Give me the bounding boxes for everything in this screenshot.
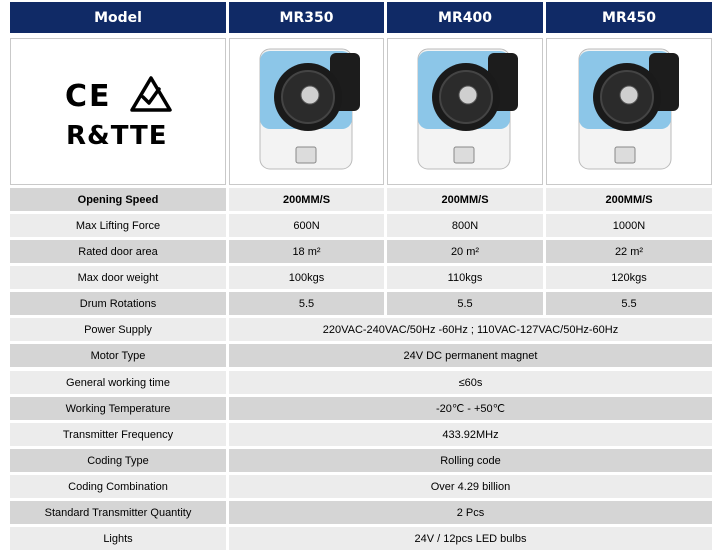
row-label: Lights — [10, 527, 226, 550]
row-value: 18 m² — [229, 240, 384, 263]
row-value: 600N — [229, 214, 384, 237]
rcm-check-triangle-icon — [129, 75, 173, 115]
row-label: Max door weight — [10, 266, 226, 289]
product-image-mr350 — [229, 38, 384, 185]
row-value-merged: ≤60s — [229, 371, 712, 394]
row-value: 5.5 — [387, 292, 543, 315]
ce-logo: CE — [65, 79, 112, 114]
row-value: 5.5 — [229, 292, 384, 315]
row-value: 200MM/S — [387, 188, 543, 211]
header-mr350: MR350 — [229, 2, 384, 33]
row-value: 200MM/S — [229, 188, 384, 211]
row-value-merged: -20℃ - +50℃ — [229, 397, 712, 420]
row-value-merged: 433.92MHz — [229, 423, 712, 446]
row-label: Transmitter Frequency — [10, 423, 226, 446]
row-value-merged: 2 Pcs — [229, 501, 712, 524]
row-label: Working Temperature — [10, 397, 226, 420]
row-value: 110kgs — [387, 266, 543, 289]
header-mr400: MR400 — [387, 2, 543, 33]
row-value: 20 m² — [387, 240, 543, 263]
row-value-merged: 24V / 12pcs LED bulbs — [229, 527, 712, 550]
row-value: 120kgs — [546, 266, 712, 289]
row-value: 200MM/S — [546, 188, 712, 211]
row-value-merged: 24V DC permanent magnet — [229, 344, 712, 367]
row-value-merged: 220VAC-240VAC/50Hz -60Hz ; 110VAC-127VAC/50Hz-60Hz — [229, 318, 712, 341]
header-model: Model — [10, 2, 226, 33]
row-value: 5.5 — [546, 292, 712, 315]
certification-cell — [10, 38, 226, 185]
product-image-mr400 — [387, 38, 543, 185]
row-label: Max Lifting Force — [10, 214, 226, 237]
garage-door-motor-icon — [230, 39, 385, 184]
header-mr450: MR450 — [546, 2, 712, 33]
row-label: General working time — [10, 371, 226, 394]
row-value: 1000N — [546, 214, 712, 237]
row-label: Opening Speed — [10, 188, 226, 211]
garage-door-motor-icon — [547, 39, 713, 184]
row-label: Drum Rotations — [10, 292, 226, 315]
row-label: Coding Combination — [10, 475, 226, 498]
row-value: 100kgs — [229, 266, 384, 289]
product-image-mr450 — [546, 38, 712, 185]
row-value-merged: Rolling code — [229, 449, 712, 472]
row-value: 22 m² — [546, 240, 712, 263]
garage-door-motor-icon — [388, 39, 544, 184]
row-label: Standard Transmitter Quantity — [10, 501, 226, 524]
row-label: Coding Type — [10, 449, 226, 472]
rtte-logo: R&TTE — [66, 121, 168, 151]
row-label: Power Supply — [10, 318, 226, 341]
row-value-merged: Over 4.29 billion — [229, 475, 712, 498]
row-label: Motor Type — [10, 344, 226, 367]
row-label: Rated door area — [10, 240, 226, 263]
row-value: 800N — [387, 214, 543, 237]
